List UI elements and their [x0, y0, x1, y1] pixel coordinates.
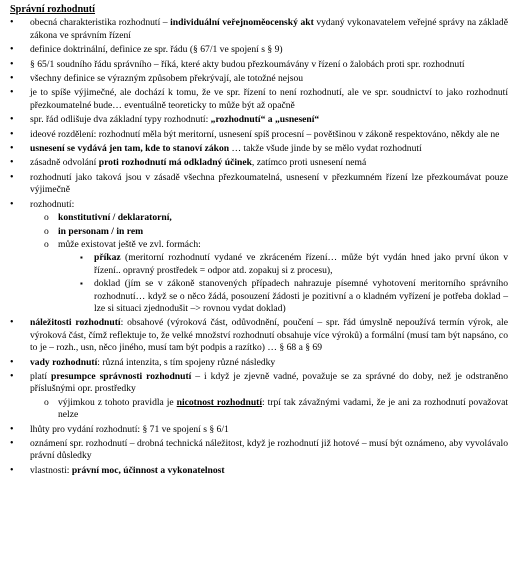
bullet-icon: • — [10, 17, 14, 29]
bullet-icon: ▪ — [80, 279, 83, 289]
bullet-icon: • — [10, 157, 14, 169]
bullet-icon: • — [10, 73, 14, 85]
list-item: • usnesení se vydává jen tam, kde to stanoví zákon … takže všude jinde by se mělo vydat rozhodnutí — [10, 143, 422, 155]
list-item: • ideové rozdělení: rozhodnutí měla být meritorní, usnesení spíš procesní – povětšinou v zákoně respektováno, někdy ale ne — [10, 128, 500, 140]
sub-sub-list — [58, 252, 508, 315]
bullet-icon: • — [10, 438, 14, 449]
bullet-list — [6, 17, 508, 477]
list-item: • je to spíše výjimečné, ale dochází k tomu, že ve spr. řízení to není rozhodnutí, ale ve spr. soudnictví to jako rozhodnutí přezkoumatelné bude… eventuálně teoreticky to může být až opačně — [10, 87, 508, 111]
list-item: • lhůty pro vydání rozhodnutí: § 71 ve spojení s § 6/1 — [10, 423, 229, 435]
bullet-icon: • — [10, 370, 14, 382]
bullet-icon: • — [10, 356, 14, 368]
bullet-icon: • — [10, 87, 14, 99]
section-heading: Správní rozhodnutí — [10, 4, 96, 15]
sub-list-item: o výjimkou z tohoto pravidla je nicotnost rozhodnutí: trpí tak závažnými vadami, že je ani za rozhodnutí považovat nelze — [44, 396, 509, 421]
sub-sub-list-item: ▪ příkaz (meritorní rozhodnutí vydané ve zkráceném řízení… může být vydán hned jako první úkon v řízení.. opravný prostředek = odpor atd. zopakuj si z procesu), — [80, 252, 508, 276]
sub-list-item: o může existovat ještě ve zvl. formách: ▪ příkaz (meritorní rozhodnutí vydané ve zkráceném řízení… může být vydán hned jako první úkon v řízení.. opravný prostředek = odpor atd. zopakuj si z procesu), ▪ doklad (jím se v zákoně stanovených případech nahrazuje písemné vyhotovení meritorního správního rozhodnutí… když se o něco žádá, posouzení žádosti je pozitivní a o kladném vyřízení je potřeba doklad – lze si situaci zjednodušit –> rovnou vydat doklad) — [44, 238, 508, 314]
list-item: • definice doktrinální, definice ze spr. řádu (§ 67/1 ve spojení s § 9) — [10, 44, 283, 56]
list-item: • platí presumpce správnosti rozhodnutí – i když je zjevně vadné, považuje se za správné do doby, než je odstraněno příslušnými opr. prostředky o výjimkou z tohoto pravidla je nicotnost rozhodnutí: trpí tak závažnými vadami, že je ani za rozhodnutí považovat nelze — [10, 370, 509, 421]
sub-list-item: o konstitutivní / deklaratorní, — [44, 212, 172, 224]
list-item: • vlastnosti: právní moc, účinnost a vykonatelnost — [10, 464, 225, 476]
bullet-icon: • — [10, 128, 14, 140]
list-item: • vady rozhodnutí: různá intenzita, s tím spojeny různé následky — [10, 356, 276, 368]
bullet-icon: • — [10, 44, 14, 56]
sub-list — [30, 212, 508, 315]
list-item: • všechny definice se výrazným způsobem překrývají, ale totožné nejsou — [10, 73, 304, 85]
list-item: • náležitosti rozhodnutí: obsahové (výroková část, odůvodnění, poučení – spr. řád úmyslně nepoužívá termín výrok, ale výroková část, čímž reflektuje to, že velké množství rozhodnutí obsahuje více výroků) a formální (musí tam být napsáno, co to je – rozh., usn, něco jiného, musí tam být podpis a razítko) … § 68 a § 69 — [10, 317, 508, 354]
bullet-icon: • — [10, 143, 14, 155]
list-item: • rozhodnutí jako taková jsou v zásadě všechna přezkoumatelná, usnesení v přezkumném řízení lze přezkoumávat pouze výjimečně — [10, 171, 508, 196]
bullet-icon: • — [10, 198, 14, 210]
bullet-icon: o — [44, 212, 49, 224]
bullet-icon: • — [10, 317, 14, 329]
sub-sub-list-item: ▪ doklad (jím se v zákoně stanovených případech nahrazuje písemné vyhotovení meritorního správního rozhodnutí… když se o něco žádá, posouzení žádosti je pozitivní a o kladném vyřízení je potřeba doklad – lze si situaci zjednodušit –> rovnou vydat doklad) — [80, 278, 508, 314]
list-item: • § 65/1 soudního řádu správního – říká, které akty budou přezkoumávány v řízení o žalobách proti spr. rozhodnutí — [10, 58, 465, 70]
list-item: • oznámení spr. rozhodnutí – drobná technická náležitost, když je rozhodnutí již hotové – musí být oznámeno, aby vyvolávalo právní důsledky — [10, 438, 508, 462]
bullet-icon: • — [10, 423, 14, 435]
list-item: • spr. řád odlišuje dva základní typy rozhodnutí: „rozhodnutí“ a „usnesení“ — [10, 114, 320, 126]
bullet-icon: • — [10, 171, 14, 183]
bullet-icon: o — [44, 225, 49, 237]
sub-list-item: o in personam / in rem — [44, 225, 144, 237]
bullet-icon: o — [44, 238, 49, 250]
list-item: • zásadně odvolání proti rozhodnutí má odkladný účinek, zatímco proti usnesení nemá — [10, 157, 367, 169]
bullet-icon: • — [10, 114, 14, 126]
bullet-icon: ▪ — [80, 253, 83, 263]
list-item: • rozhodnutí: o konstitutivní / deklaratorní, o in personam / in rem o může existovat ještě ve zvl. formách: ▪ příkaz (meritorní rozhodnutí vydané ve zkráceném řízení… může být vydán hned jako první úkon v řízení.. opravný prostředek = odpor atd. zopakuj si z procesu), ▪ doklad (jím se v zákoně stanovených případech nahrazuje písemné vyhotovení meritorního správního rozhodnutí… když se o něco žádá, posouzení žádosti je pozitivní a o kladném vyřízení je potřeba doklad – lze si situaci zjednodušit –> rovnou vydat doklad) — [10, 198, 508, 314]
bullet-icon: • — [10, 58, 14, 70]
list-item: • obecná charakteristika rozhodnutí – individuální veřejnoměocenský akt vydaný vykonavatelem veřejné správy na základě zákona ve správním řízení — [10, 17, 508, 41]
sub-list — [30, 397, 508, 422]
bullet-icon: o — [44, 396, 49, 408]
bullet-icon: • — [10, 464, 14, 476]
